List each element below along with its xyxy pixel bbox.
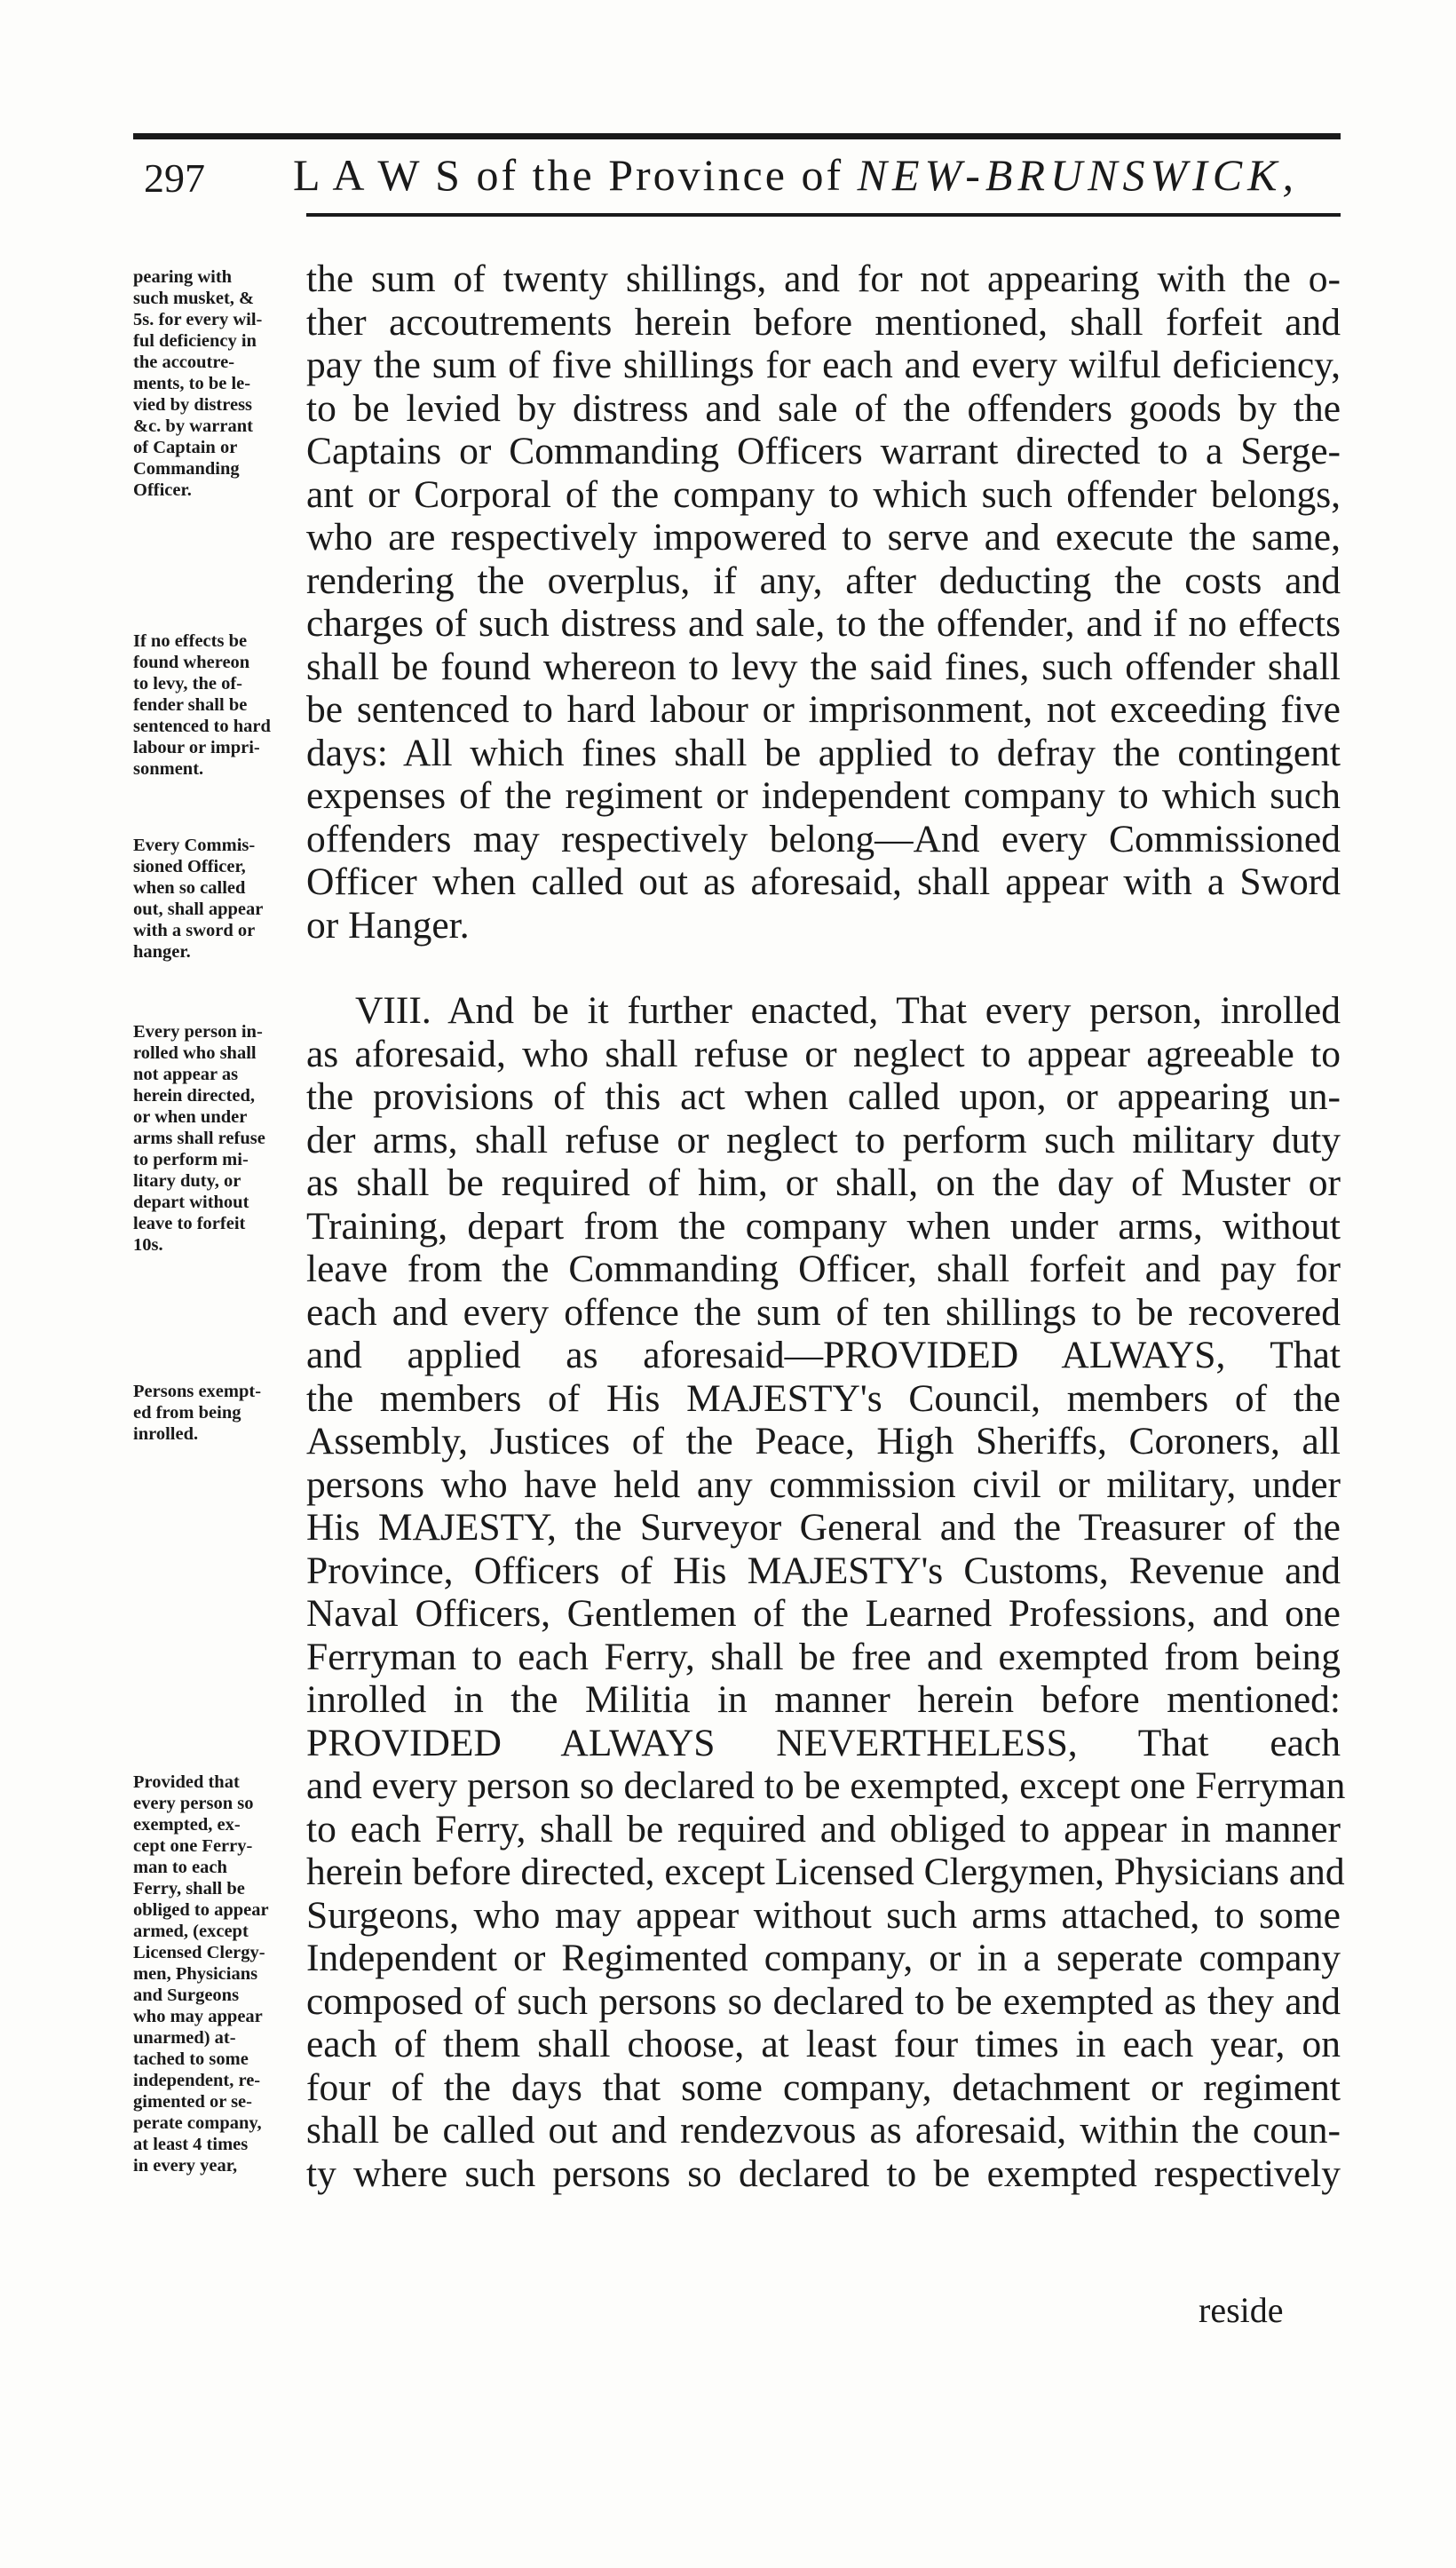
body-line: days: All which fines shall be applied to defray the contingent [306, 731, 1341, 774]
margin-note-line: Officer. [133, 480, 192, 500]
margin-note-line: Ferry, shall be [133, 1879, 245, 1898]
body-line: herein before directed, except Licensed Clergymen, Physicians and [306, 1851, 1345, 1893]
body-line: inrolled in the Militia in manner herein before mentioned: [306, 1678, 1341, 1721]
page-number: 297 [144, 155, 205, 201]
margin-note-line: sentenced to hard [133, 717, 271, 736]
body-line: the members of His MAJESTY's Council, members of the [306, 1376, 1341, 1420]
margin-note-line: litary duty, or [133, 1171, 241, 1191]
body-line: be sentenced to hard labour or imprisonment, not exceeding five [306, 688, 1341, 731]
body-line: VIII. And be it further enacted, That every person, inrolled [355, 989, 1341, 1032]
margin-note-line: man to each [133, 1858, 227, 1877]
body-line: Training, depart from the company when under arms, without [306, 1204, 1341, 1248]
margin-note-line: labour or impri- [133, 738, 260, 757]
body-line: and every person so declared to be exempted, except one Ferryman [306, 1764, 1346, 1807]
margin-note [133, 1021, 293, 1256]
body-line: shall be called out and rendezvous as aforesaid, within the coun- [306, 2109, 1341, 2152]
margin-note-line: every person so [133, 1794, 254, 1813]
body-line: leave from the Commanding Officer, shall forfeit and pay for [306, 1248, 1341, 1290]
body-line: each of them shall choose, at least four times in each year, on [306, 2023, 1341, 2065]
body-line: pay the sum of five shillings for each and every wilful deficiency, [306, 344, 1341, 386]
body-line: each and every offence the sum of ten shillings to be recovered [306, 1290, 1341, 1334]
body-line: der arms, shall refuse or neglect to perform such military duty [306, 1118, 1341, 1161]
margin-note-line: found whereon [133, 653, 250, 672]
margin-note-line: or when under [133, 1107, 248, 1127]
margin-note [133, 266, 293, 501]
margin-note-line: out, shall appear [133, 900, 264, 919]
margin-note-line: Persons exempt- [133, 1382, 262, 1401]
margin-note-line: If no effects be [133, 631, 248, 651]
margin-note-line: obliged to appear [133, 1900, 269, 1920]
body-line: shall be found whereon to levy the said fines, such offender shall [306, 645, 1341, 688]
margin-note-line: ments, to be le- [133, 374, 251, 393]
margin-note-line: perate company, [133, 2113, 262, 2133]
body-line: ther accoutrements herein before mentioned, shall forfeit and [306, 300, 1341, 344]
margin-note-line: such musket, & [133, 289, 255, 308]
margin-note [133, 630, 293, 780]
margin-note-line: the accoutre- [133, 353, 235, 372]
body-line: Surgeons, who may appear without such arms attached, to some [306, 1893, 1341, 1937]
margin-note-line: leave to forfeit [133, 1214, 246, 1233]
body-line: His MAJESTY, the Surveyor General and the Treasurer of the [306, 1506, 1341, 1549]
body-line: Officer when called out as aforesaid, shall appear with a Sword [306, 860, 1341, 903]
margin-note-line: armed, (except [133, 1922, 249, 1941]
margin-note-line: &c. by warrant [133, 416, 253, 436]
running-head-province: NEW-BRUNSWICK, [857, 150, 1299, 200]
margin-note-line: sioned Officer, [133, 857, 246, 876]
body-line: or Hanger. [306, 903, 470, 947]
margin-note-line: Provided that [133, 1772, 240, 1792]
body-line: who are respectively impowered to serve and execute the same, [306, 516, 1341, 559]
margin-note-line: vied by distress [133, 395, 253, 415]
margin-note-line: at least 4 times [133, 2135, 249, 2154]
body-line: the provisions of this act when called upon, or appearing un- [306, 1075, 1341, 1118]
margin-note-line: in every year, [133, 2156, 238, 2176]
body-line: ty where such persons so declared to be exempted respectively [306, 2152, 1341, 2195]
margin-note-line: not appear as [133, 1065, 239, 1084]
margin-note-line: rolled who shall [133, 1043, 257, 1063]
body-text [306, 258, 1346, 2195]
margin-note-line: unarmed) at- [133, 2028, 236, 2048]
margin-note-line: ful deficiency in [133, 331, 257, 351]
body-line: PROVIDED ALWAYS NEVERTHELESS, That each [306, 1721, 1341, 1764]
body-line: four of the days that some company, detachment or regiment [306, 2065, 1341, 2109]
body-line: Assembly, Justices of the Peace, High Sheriffs, Coroners, all [306, 1420, 1341, 1462]
margin-note-line: pearing with [133, 267, 233, 287]
body-line: as aforesaid, who shall refuse or neglect to appear agreeable to [306, 1032, 1341, 1075]
margin-note-line: hanger. [133, 942, 191, 962]
margin-note-line: Commanding [133, 459, 240, 479]
body-line: Naval Officers, Gentlemen of the Learned Professions, and one [306, 1592, 1341, 1635]
margin-note-line: fender shall be [133, 695, 248, 715]
running-head-prefix: L A W S of the Province of [293, 150, 858, 200]
body-line: ant or Corporal of the company to which such offender belongs, [306, 472, 1341, 516]
body-line: Province, Officers of His MAJESTY's Customs, Revenue and [306, 1549, 1341, 1592]
margin-note [133, 1771, 293, 2176]
body-line: charges of such distress and sale, to the offender, and if no effects [306, 602, 1341, 645]
catchword: reside [1199, 2290, 1284, 2330]
margin-note-line: sonment. [133, 759, 204, 779]
margin-note [133, 1381, 293, 1445]
margin-note-line: when so called [133, 878, 246, 898]
body-line: rendering the overplus, if any, after deducting the costs and [306, 559, 1341, 602]
margin-note-line: depart without [133, 1193, 249, 1212]
body-line: Independent or Regimented company, or in a seperate company [306, 1937, 1341, 1979]
body-line: as shall be required of him, or shall, on the day of Muster or [306, 1161, 1341, 1204]
margin-note [133, 835, 293, 963]
body-line: persons who have held any commission civil or military, under [306, 1462, 1341, 1506]
margin-note-line: men, Physicians [133, 1964, 258, 1984]
margin-note-line: 10s. [133, 1235, 163, 1255]
margin-note-line: Every Commis- [133, 836, 256, 855]
margin-note-line: gimented or se- [133, 2092, 252, 2112]
margin-note-line: of Captain or [133, 438, 238, 457]
margin-note-line: inrolled. [133, 1424, 199, 1444]
header-rule [306, 213, 1341, 217]
margin-note-line: tached to some [133, 2049, 249, 2069]
body-line: Ferryman to each Ferry, shall be free and exempted from being [306, 1635, 1341, 1678]
paragraph-gap [306, 947, 1341, 989]
body-line: to be levied by distress and sale of the offenders goods by the [306, 386, 1341, 430]
body-line: to each Ferry, shall be required and obliged to appear in manner [306, 1807, 1341, 1851]
body-line: expenses of the regiment or independent company to which such [306, 774, 1341, 817]
margin-note-line: independent, re- [133, 2071, 261, 2090]
body-line: offenders may respectively belong—And every Commissioned [306, 817, 1341, 860]
top-rule [133, 133, 1341, 139]
body-line: Captains or Commanding Officers warrant directed to a Serge- [306, 430, 1341, 472]
margin-note-line: herein directed, [133, 1086, 256, 1106]
margin-note-line: cept one Ferry- [133, 1836, 253, 1856]
margin-note-line: arms shall refuse [133, 1129, 265, 1148]
margin-note-line: Licensed Clergy- [133, 1943, 265, 1962]
body-line: and applied as aforesaid—PROVIDED ALWAYS, That [306, 1334, 1341, 1376]
margin-note-line: 5s. for every wil- [133, 310, 263, 329]
margin-note-line: exempted, ex- [133, 1815, 241, 1835]
margin-note-line: and Surgeons [133, 1985, 240, 2005]
margin-note-line: to levy, the of- [133, 674, 242, 694]
margin-note-line: Every person in- [133, 1022, 263, 1042]
margin-note-line: ed from being [133, 1403, 241, 1423]
margin-note-line: who may appear [133, 2007, 263, 2026]
margin-note-line: to perform mi- [133, 1150, 249, 1169]
running-head [293, 149, 1299, 201]
page-header [133, 149, 1341, 211]
body-line: the sum of twenty shillings, and for not appearing with the o- [306, 258, 1341, 300]
body-line: composed of such persons so declared to be exempted as they and [306, 1979, 1341, 2023]
margin-note-line: with a sword or [133, 921, 256, 940]
